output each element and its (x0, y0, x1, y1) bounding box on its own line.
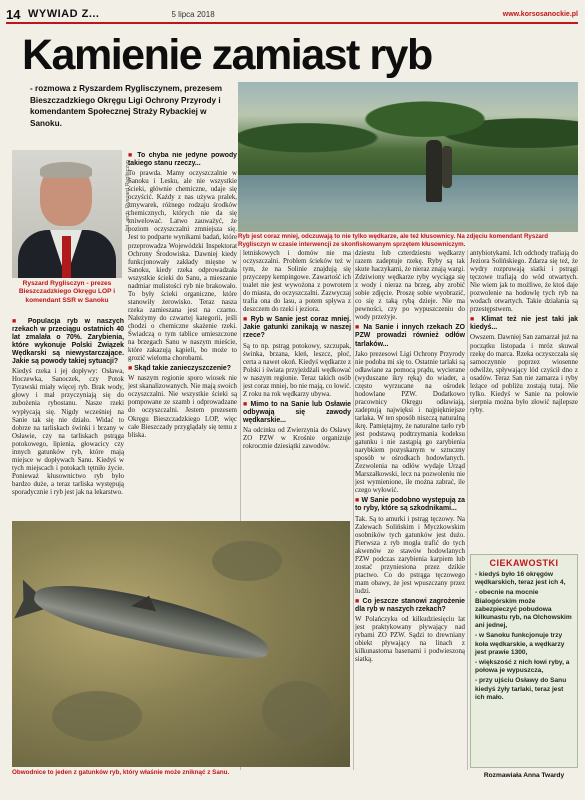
facts-sidebar (470, 554, 578, 768)
sidebar-item: - kiedyś było 16 okręgów wędkarskich, teraz jest ich 4, (475, 571, 566, 587)
interview-question: ■ To chyba nie jedyne powody takiego stanu rzeczy... (128, 152, 237, 168)
stone-shape (52, 691, 142, 741)
interview-answer: Są to np. pstrąg potokowy, szczupak, świnka, brzana, kleń, leszcz, płoć, certa a nawet okoń. Kiedyś wędkarze z Polski i świata przyjeżdżali wędkować w naszym regionie. Teraz takich osób jest coraz mniej, bo nie mają, co łowić. Z roku na rok wędkarzy ubywa. (243, 342, 351, 398)
interview-author: Rozmawiała Anna Twardy (483, 772, 565, 779)
trees-shape (238, 82, 578, 175)
interview-question: ■ Skąd takie zanieczyszczenie? (128, 365, 237, 373)
sidebar-item: - większość z nich łowi ryby, a połowa je wypuszcza, (475, 659, 570, 675)
website-url[interactable]: www.korsosanockie.pl (502, 10, 578, 18)
interview-answer: To prawda. Mamy oczyszczalnie w Sanoku i Lesku, ale nie wszystkie ścieki, głównie chemiczne, udaje się oczyścić. Każdy z nas używa pralek, zmywarek, różnego rodzaju środków chemicznych, których nie da się zniwelować. Latwo zauważyć, że poziom oczyszczalni zmniejsza się. Jest to podparte wynikami badań, które przeprowadza Wojewódzki Inspektorat Ochrony Środowiska. Dawniej kiedy funkcjonowały zakłady mięsne w Sanoku, kiedy rzeka odprowadzała wszystkie ścieki do Sanu, a mieszanie nadmiar mulistości ryb nie brakowało. To były ścieki organiczne, które stanowiły żerowisko. Teraz nasza rzeka zamieszana jest na czarno. Należymy do czwartej kategorii, jeśli chodzi o chemiczne skażenie rzeki. Świadczą o tym tablice umieszczone na brzegach Sanu w naszym mieście, które zakazują kąpieli, bo może to grozić wieloma chorobami. (128, 170, 237, 363)
article-column-b (128, 152, 237, 520)
issue-date: 5 lipca 2018 (171, 9, 215, 19)
column-divider (467, 250, 468, 770)
sidebar-item: - przy ujściu Osławy do Sanu kiedyś żyły tarlaki, teraz jest ich mało. (475, 677, 567, 701)
sidebar-item: - w Sanoku funkcjonuje trzy koła wędkarskie, a wędkarzy jest prawie 1300, (475, 632, 565, 656)
stone-shape (262, 681, 332, 741)
river-photo-caption: Ryb jest coraz mniej, odczuwają to nie tylko wędkarze, ale też kłusownicy. Na zdjęciu komendant Ryszard Ryglisczyn w czasie interwencji ze skonfiskowanym sprzętem kłusowniczym. (238, 233, 549, 248)
interview-question: ■ Ryb w Sanie jest coraz mniej. Jakie gatunki zanikają w naszej rzece? (243, 316, 351, 340)
sidebar-item: - obecnie na mocnie Bialogórskim może zabezpieczyć pobudowa kilkunastu ryb, na Olchowskim ani jednej, (475, 589, 572, 630)
portrait-hair (40, 162, 92, 178)
stone-shape (212, 541, 282, 581)
fish-photo (12, 521, 350, 767)
interview-question: ■ W Sanie podobno występują za to ryby, które są szkodnikami... (355, 497, 465, 513)
section-title: WYWIAD Z... (28, 8, 100, 20)
person-figure-2 (442, 146, 452, 188)
sidebar-title: CIEKAWOSTKI (489, 558, 559, 568)
portrait-tie (62, 236, 71, 278)
portrait-caption: Ryszard Ryglisczyn - prezes Bieszczadzkiego Okręgu LOP i komendant SSR w Sanoku (18, 280, 116, 304)
interview-question: ■ Mimo to na Sanie lub Osławie odbywają się zawody wędkarskie... (243, 401, 351, 425)
fish-photo-caption: Obwodnice to jeden z gatunków ryb, który właśnie może zniknąć z Sanu. (12, 769, 230, 776)
interview-answer: Owszem. Dawniej San zamarzał już na początku listopada i mróz skuwał rzekę do marca. Rzeka oczyszczała się samoczynnie poprzez wiosenne odwilże, spływający lód czyścił dno z osadów. Teraz San nie zamarza i ryby leżące od pobliżu zostają tutaj. Nie tylko. Kiedyś w Sanie na połowie sierpnia można było złowić najlepsze ryby. (470, 334, 578, 414)
interview-answer: dziestu lub czterdziestu wędkarzy razem zadeptuje rzekę. Ryby są tak skute haczykami, że nieraz znają wargi. Zdziwiony wędkarze ryby wyciąga się z wody i nieraz na brzeg, aby zrobić sobie zdjęcie. Proszę sobie wyobrazić, co się z taką rybą dzieje. Nie ma pewności, czy po wypuszczeniu do wody przeżyje. (355, 250, 465, 322)
interview-question: ■ Na Sanie i innych rzekach ZO PZW prowadzi również odłów tarlaków... (355, 324, 465, 348)
interview-answer: W Polańczyku od kilkudziesięciu lat jest praktykowany pływający nad rybami ZO PZW. Sądzi to drewniany obiekt pływający na linach z kilkunastoma basenami i podwieszoną siatką. (355, 616, 465, 664)
water-shape (238, 175, 578, 232)
interview-question: ■ Klimat też nie jest taki jak kiedyś... (470, 316, 578, 332)
article-lead: - rozmowa z Ryszardem Ryglisczynem, prezesem Bieszczadzkiego Okręgu Ligi Ochrony Przyrody i komendantem Społecznej Straży Rybackiej w Sanoku. (30, 84, 223, 128)
interview-answer: Na odcinku od Zwierzynia do Osławy ZO PZW w Krośnie organizuje rokrocznie dziesiątki zawodów. (243, 426, 351, 451)
interview-question: ■ Populacja ryb w naszych rzekach w przeciągu ostatnich 40 lat zmalała o 70%. Zarybienia, które wykonuje Polski Związek Wędkarski są niewystarczające. Jakie są powody takiej sytuacji? (12, 318, 124, 366)
river-photo (238, 82, 578, 232)
article-column-c (243, 250, 351, 520)
interview-answer: letniskowych i domów nie ma oczyszczalni. Problem ścieków też w tym, że na Solinie znajdują się przyczepy kempingowe. Zawartość ich toalet nie jest wywożona z powrotem do miasta, do oczyszczalni. Zazwyczaj trafia ona do lasu, a potem spływa z deszczem do rzeki i jeziora. (243, 250, 351, 314)
interview-answer: W naszym regionie sporo wiosek nie jest skanalizowanych. Nie mają swoich oczyszczalni. Nie wszystkie ścieki są pompowane ze szamb i odprowadzane do oczyszczalni. Jestem prezesem Okręgu Bieszczadzkiego LOP, więc całe Bieszczady przyglądały się temu z bliska. (128, 375, 237, 439)
interview-answer: Tak. Są to amurki i pstrąg tęczowy. Na Zalewach Solińskim i Myczkowskim osobników tych gatunków jest dużo. Pierwsza z ryb mogła trafić do tych akwenów ze stawów hodowlanych PZW podczas zarybienia karpiem lub zostać przyniesiona przez dzikie ptactwo. Co do pstrąga tęczowego mam obawy, że jest wpuszczany przez ludzi. (355, 515, 465, 595)
portrait-photo-credit: fot. arch. Ryszard Ryglisczyn (125, 160, 131, 231)
fish-body (30, 573, 274, 670)
page-header (6, 6, 578, 24)
portrait-photo (12, 150, 122, 278)
article-column-a (12, 318, 124, 518)
interview-answer: Kiedyś rzeka i jej dopływy: Osława, Hoczewka, Sanoczek, czy Potok Tyrawski miały więcej ryb. Brak wody, głowy i mał przyczyniają się do zubożenia rybostanu. Nasze rzeki wypłycają się. Nigdy wcześniej na Sanie tak się nie działo. Widać to dobrze na tarliskach świnki i brzany w Osławie, czy na tarliskach pstrąga potokowego, lipienia, głowacicy czy innych gatunków ryb, które mają miejsce w dopływach Sanu. Kiedyś w tych miejscach i potokach tętniło życie. Ponieważ kłusownictwo ryb było bardzo duże, a teraz tarliska występują sporadycznie i ryb jest jak na lekarstwo. (12, 368, 124, 496)
interview-answer: antybiotykami. Ich odchody trafiają do Jeziora Solińskiego. Zdarza się też, że wydry rozpruwają siatki i pstrągi tęczowe trafiają do wód otwartych. Nie wiem jak to możliwe, że ktoś daje pozwolenie na hodowlę tych ryb na wodach otwartych. Takie działania są przestępstwem. (470, 250, 578, 314)
person-figure (426, 140, 442, 202)
article-column-e (470, 250, 578, 550)
interview-question: ■ Co jeszcze stanowi zagrożenie dla ryb w naszych rzekach? (355, 598, 465, 614)
column-divider (353, 250, 354, 770)
page-number: 14 (6, 6, 21, 22)
article-headline: Kamienie zamiast ryb (22, 31, 432, 79)
interview-answer: Jako prezesowi Ligi Ochrony Przyrody nie podoba mi się to. Ostatnie tarlaki są odławiane za pomocą prądu, wycierane (wyduszane ikry ręką) do wiader, a często wyrzucane na ośrodek hodowlane PZW. Dodatkowo pracownicy Okręgu odławiają, zadeptują najwięksi i najpiękniejsze tarlaka. W ten sposób niszczą naturalną ikrę. Pamiętajmy, że naturalne tarło ryb jest podstawą podtrzymania kodeksu gatunku i nie zastąpią go zarybienia narybkiem pozyskanym w sztuczny sposób w ośrodkach hodowlanych. Zezwolenia na odłów wydaje Urząd Marszałkowski, lecz na pozwoleniu nie jest wymienione, ile można zabrać, ile czego wyłowić. (355, 350, 465, 495)
article-column-d (355, 250, 465, 770)
